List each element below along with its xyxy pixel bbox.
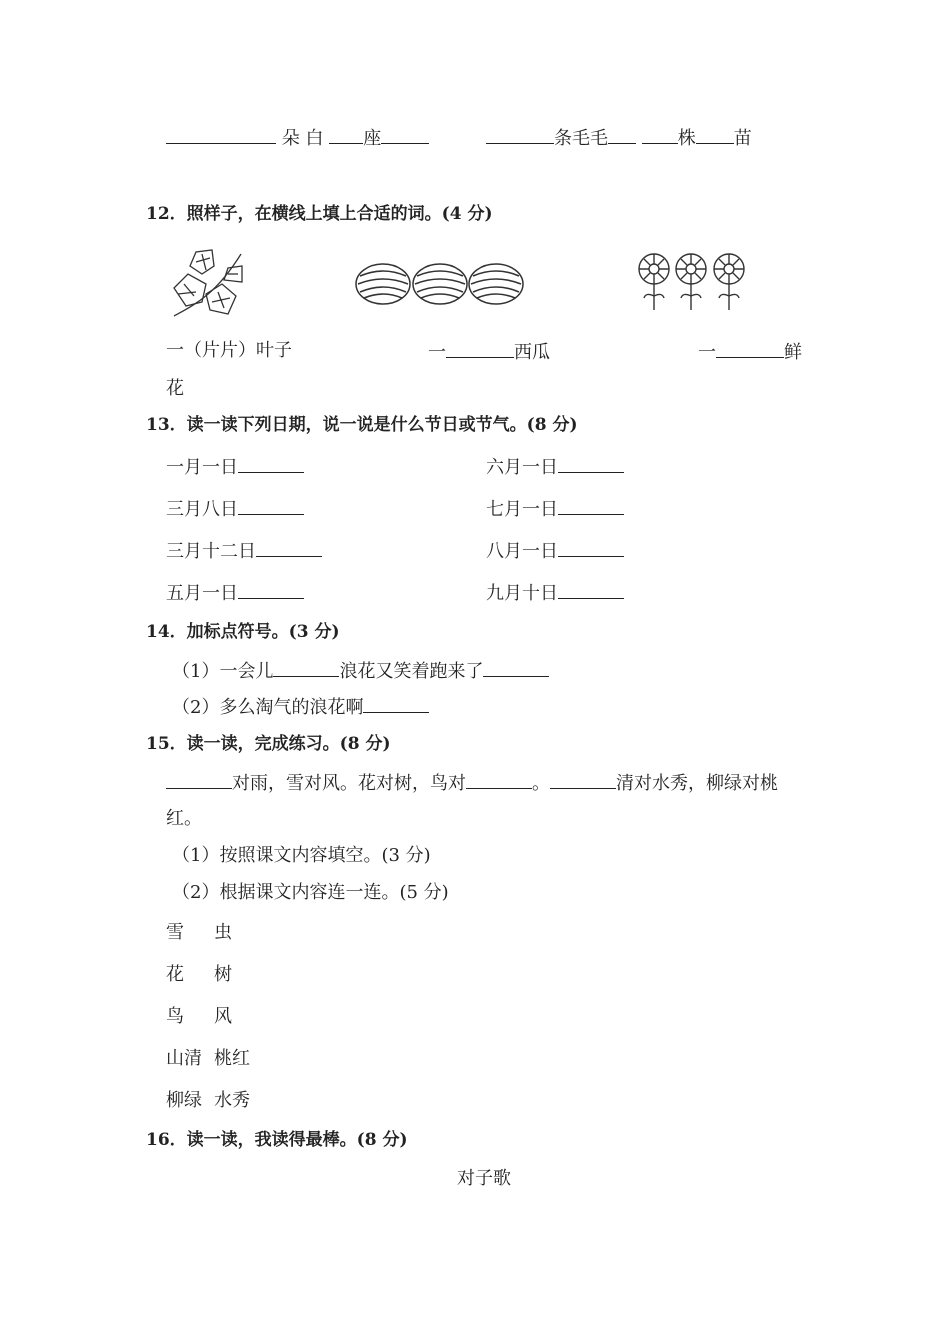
date-item (486, 454, 624, 480)
match-row (214, 1005, 232, 1029)
blank[interactable] (642, 125, 678, 144)
blank[interactable] (486, 125, 554, 144)
punctuation-line-2 (172, 694, 429, 720)
blank[interactable] (550, 770, 616, 789)
blank[interactable] (483, 658, 549, 677)
date-item (486, 538, 624, 564)
blank[interactable] (696, 125, 734, 144)
fill-row-top-left (166, 125, 429, 151)
match-left[interactable]: 山清 (166, 1048, 202, 1069)
poem-fill-wrap: 红。 (166, 808, 202, 829)
match-row (214, 921, 232, 945)
text: 一 (428, 342, 446, 363)
text: 座 (363, 128, 382, 149)
poem-fill-line (166, 770, 778, 796)
question-16-title: 16．读一读，我读得最棒。(8 分) (146, 1130, 408, 1150)
question-14-title: 14．加标点符号。(3 分) (146, 622, 340, 642)
text: （2）多么淘气的浪花啊 (172, 697, 364, 718)
blank[interactable] (558, 496, 624, 515)
blank[interactable] (273, 658, 339, 677)
match-row (166, 1089, 202, 1113)
flowers-icon (636, 252, 752, 312)
blank[interactable] (329, 125, 363, 144)
match-right[interactable]: 虫 (214, 922, 232, 943)
date-label: 三月八日 (166, 499, 238, 520)
blank[interactable] (363, 694, 429, 713)
text: （1）一会儿 (172, 661, 274, 682)
match-row (214, 963, 232, 987)
date-item (486, 496, 624, 522)
blank[interactable] (446, 339, 514, 358)
watermelons-icon (354, 262, 524, 308)
blank[interactable] (381, 125, 429, 144)
example-answer: 一（片片）叶子 (166, 340, 292, 361)
match-left[interactable]: 雪 (166, 922, 184, 943)
date-label: 八月一日 (486, 541, 558, 562)
sub-question-2: （2）根据课文内容连一连。(5 分) (172, 882, 449, 903)
blank[interactable] (558, 538, 624, 557)
text: 西瓜 (514, 342, 550, 363)
text: 一 (698, 342, 716, 363)
match-row (166, 1005, 184, 1029)
blank[interactable] (238, 580, 304, 599)
blank[interactable] (466, 770, 532, 789)
match-right[interactable]: 水秀 (214, 1090, 250, 1111)
blank[interactable] (716, 339, 784, 358)
date-label: 六月一日 (486, 457, 558, 478)
match-row (166, 1047, 202, 1071)
date-label: 九月十日 (486, 583, 558, 604)
date-item (166, 496, 304, 522)
match-row (166, 921, 184, 945)
leaves-icon (166, 244, 248, 322)
text: 清对水秀，柳绿对桃 (616, 773, 778, 794)
question-13-title: 13．读一读下列日期，说一说是什么节日或节气。(8 分) (146, 415, 578, 435)
match-left[interactable]: 鸟 (166, 1006, 184, 1027)
date-item (166, 538, 322, 564)
date-item (486, 580, 624, 606)
match-right[interactable]: 树 (214, 964, 232, 985)
text: 条毛毛 (554, 128, 608, 149)
blank[interactable] (238, 454, 304, 473)
text: 浪花又笑着跑来了 (339, 661, 484, 682)
match-right[interactable]: 桃红 (214, 1048, 250, 1069)
date-label: 三月十二日 (166, 541, 256, 562)
fill-flower (698, 339, 802, 365)
text: 。 (532, 773, 550, 794)
text: 鲜 (784, 342, 802, 363)
fill-flower-wrap: 花 (166, 378, 184, 399)
poem-title: 对子歌 (457, 1168, 511, 1189)
fill-watermelon (428, 339, 550, 365)
question-15-title: 15．读一读，完成练习。(8 分) (146, 734, 391, 754)
text: 苗 (733, 128, 752, 149)
sub-question-1: （1）按照课文内容填空。(3 分) (172, 845, 431, 866)
date-label: 七月一日 (486, 499, 558, 520)
blank[interactable] (558, 454, 624, 473)
match-left[interactable]: 花 (166, 964, 184, 985)
question-12-title: 12．照样子，在横线上填上合适的词。(4 分) (146, 204, 493, 224)
match-right[interactable]: 风 (214, 1006, 232, 1027)
text: 株 (677, 128, 696, 149)
match-row (214, 1089, 250, 1113)
blank[interactable] (608, 125, 636, 144)
blank[interactable] (558, 580, 624, 599)
text: 朵 白 (281, 128, 324, 149)
text: 对雨，雪对风。花对树，鸟对 (232, 773, 466, 794)
date-label: 一月一日 (166, 457, 238, 478)
blank[interactable] (256, 538, 322, 557)
date-item (166, 454, 304, 480)
match-row (214, 1047, 250, 1071)
blank[interactable] (166, 125, 276, 144)
match-row (166, 963, 184, 987)
punctuation-line-1 (172, 658, 549, 684)
fill-row-top-right (486, 125, 752, 151)
date-item (166, 580, 304, 606)
date-label: 五月一日 (166, 583, 238, 604)
match-left[interactable]: 柳绿 (166, 1090, 202, 1111)
blank[interactable] (166, 770, 232, 789)
blank[interactable] (238, 496, 304, 515)
